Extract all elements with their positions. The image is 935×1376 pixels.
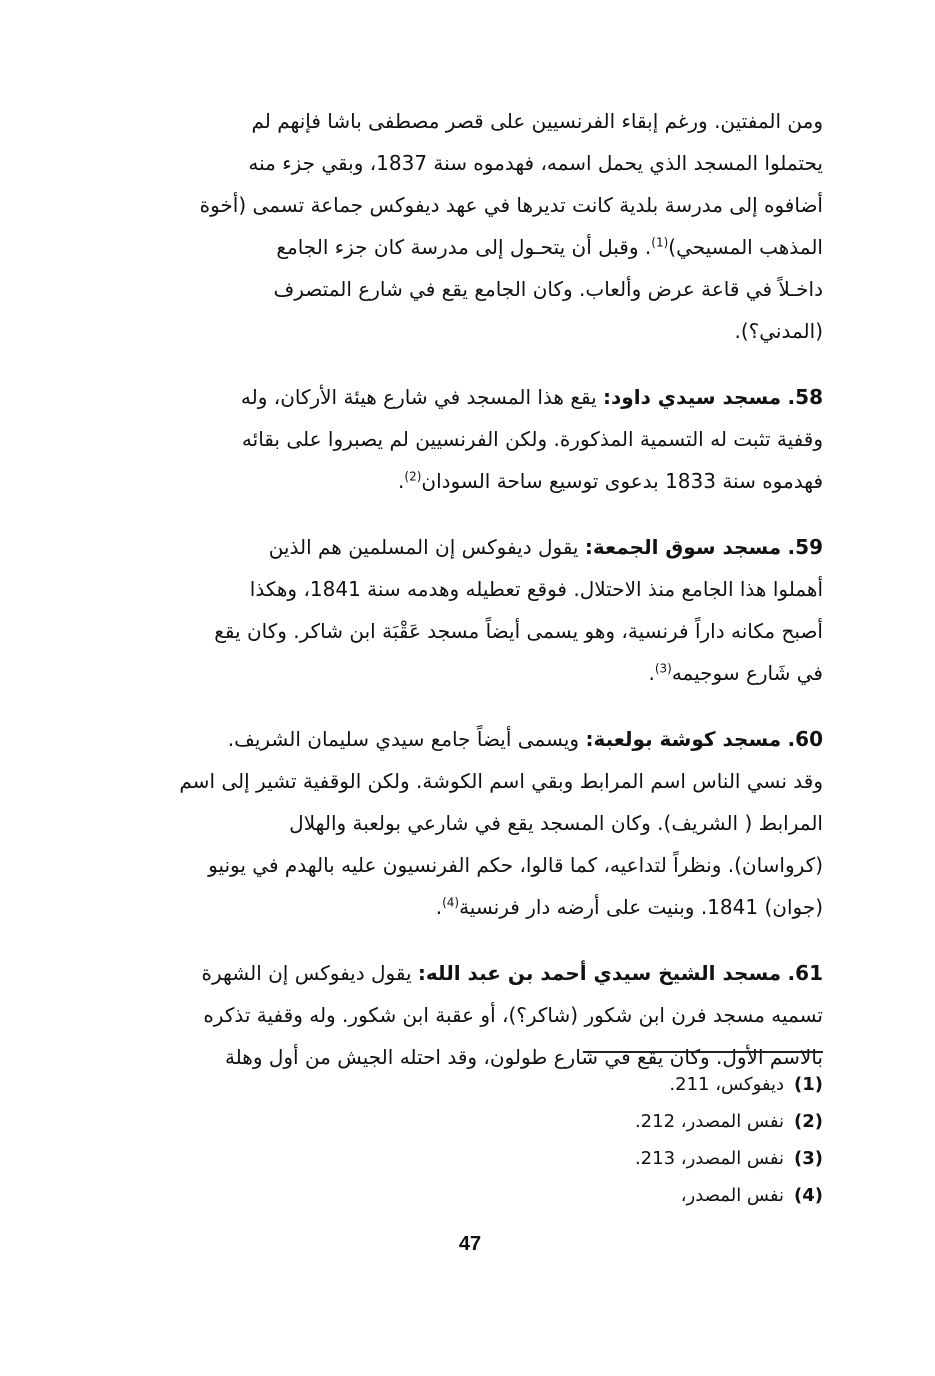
paragraph-gap bbox=[118, 352, 823, 376]
section-heading: مسجد كوشة بولعبة: bbox=[585, 727, 782, 751]
intro-rest: . وقبل أن يتحـول إلى مدرسة كان جزء الجامع داخـلاً في قاعة عرض وألعاب. وكان الجامع يقع في شارع المتصرف (المدني؟). bbox=[273, 235, 823, 343]
footnote-number: (4) bbox=[794, 1185, 823, 1206]
paragraph-gap bbox=[118, 694, 823, 718]
section-heading: مسجد سوق الجمعة: bbox=[584, 535, 782, 559]
section-59 bbox=[118, 526, 823, 694]
footnotes bbox=[500, 1066, 823, 1214]
footnote-ref-1: (1) bbox=[651, 235, 669, 250]
paragraph-gap bbox=[118, 928, 823, 952]
section-tail: . bbox=[398, 469, 405, 493]
section-58 bbox=[118, 376, 823, 502]
intro-text: ومن المفتين. ورغم إبقاء الفرنسيين على قصر مصطفى باشا فإنهم لم يحتملوا المسجد الذي يحمل اسمه، فهدموه سنة 1837، وبقي جزء منه أضافوه إلى مدرسة بلدية كانت تديرها في عهد ديفوكس جماعة تسمى (أخوة المذهب المسيحي) bbox=[199, 109, 823, 259]
section-61 bbox=[118, 952, 823, 1078]
footnote-text: نفس المصدر، 213. bbox=[634, 1148, 784, 1169]
section-heading: مسجد سيدي داود: bbox=[603, 385, 782, 409]
section-number: 61. bbox=[787, 961, 823, 985]
section-text: يقول ديفوكس إن المسلمين هم الذين أهملوا هذا الجامع منذ الاحتلال. فوقع تعطيله وهدمه سنة 1841، وهكذا أصبح مكانه داراً فرنسية، وهو يسمى أيضاً مسجد عَقْبَة ابن شاكر. وكان يقع في شَارع سوجيمه bbox=[214, 535, 823, 685]
intro-paragraph bbox=[118, 100, 823, 352]
section-number: 59. bbox=[787, 535, 823, 559]
footnote-item bbox=[500, 1103, 823, 1140]
page-body bbox=[118, 100, 823, 1078]
page-number: 47 bbox=[458, 1233, 482, 1255]
footnote-text: نفس المصدر، 212. bbox=[634, 1111, 784, 1132]
footnote-number: (2) bbox=[794, 1111, 823, 1132]
section-60 bbox=[118, 718, 823, 928]
footnote-number: (3) bbox=[794, 1148, 823, 1169]
section-tail: . bbox=[648, 661, 655, 685]
footnote-text: ديفوكس، 211. bbox=[669, 1074, 784, 1095]
section-text: يقول ديفوكس إن الشهرة تسميه مسجد فرن ابن شكور (شاكر؟)، أو عقبة ابن شكور. وله وقفية تذكره بالاسم الأول. وكان يقع في شارع طولون، وقد احتله الجيش من أول وهلة bbox=[201, 961, 823, 1069]
footnote-separator bbox=[583, 1051, 823, 1053]
footnote-item bbox=[500, 1066, 823, 1103]
footnote-item bbox=[500, 1177, 823, 1214]
footnote-text: نفس المصدر، bbox=[680, 1185, 784, 1206]
footnote-item bbox=[500, 1140, 823, 1177]
section-number: 60. bbox=[787, 727, 823, 751]
footnote-ref-4: (4) bbox=[442, 895, 460, 910]
footnote-ref-3: (3) bbox=[654, 661, 672, 676]
section-text: يقع هذا المسجد في شارع هيئة الأركان، وله وقفية تثبت له التسمية المذكورة. ولكن الفرنسيين لم يصبروا على بقائه فهدموه سنة 1833 بدعوى توسيع ساحة السودان bbox=[240, 385, 823, 493]
section-tail: . bbox=[435, 895, 443, 919]
paragraph-gap bbox=[118, 502, 823, 526]
section-number: 58. bbox=[787, 385, 823, 409]
section-text: ويسمى أيضاً جامع سيدي سليمان الشريف. وقد نسي الناس اسم المرابط وبقي اسم الكوشة. ولكن الوقفية تشير إلى اسم المرابط ( الشريف). وكان المسجد يقع في شارعي بولعبة والهلال (كرواسان). ونظراً لتداعيه، كما قالوا، حكم الفرنسيون عليه بالهدم في يونيو (جوان) 1841. وبنيت على أرضه دار فرنسية bbox=[179, 727, 823, 919]
footnote-ref-2: (2) bbox=[404, 469, 422, 484]
section-heading: مسجد الشيخ سيدي أحمد بن عبد الله: bbox=[417, 961, 782, 985]
footnote-number: (1) bbox=[794, 1074, 823, 1095]
